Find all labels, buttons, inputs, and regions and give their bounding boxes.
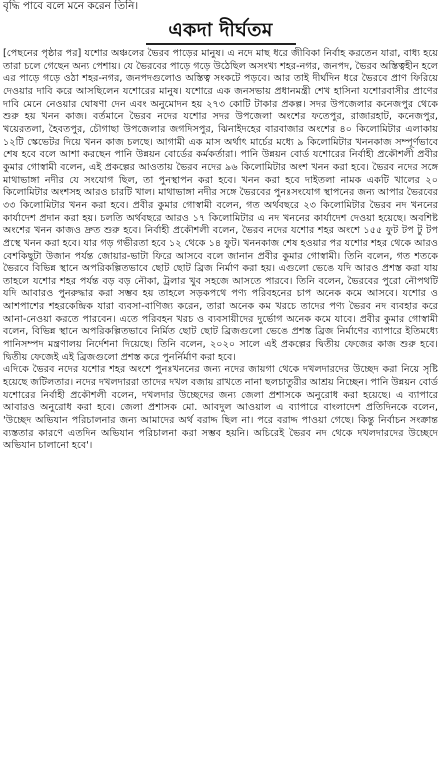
article-paragraph-1: [পেছনের পৃষ্ঠার পর] যশোর অঞ্চলের ভৈরব পাড়ের মানুষ। এ নদে মাছ ধরে জীবিকা নির্বাহ করতেন যারা, বাধ্য হয়ে তারা চলে গেছেন অন্য পেশায়। যে ভৈরবের পাড়ে গড়ে উঠেছিল অসংখ্য শহর-নগর, জনপদ, ভৈরব অস্তিত্বহীন হলে এর পাড়ে গড়ে ওঠা শহর-নগর, জনপদগুলোও অস্তিত্ব সংকটে পড়বে। আর তাই দীর্ঘদিন ধরে ভৈরবে প্রাণ ফিরিয়ে দেওয়ার দাবি করে আসছিলেন যশোরের মানুষ। যশোরে এক জনসভায় প্রধানমন্ত্রী শেখ হাসিনা যশোরবাসীর প্রাণের দাবি মেনে নেওয়ার ঘোষণা দেন এবং অনুমোদন হয় ২৭৩ কোটি টাকার প্রকল্প। সদর উপজেলার কনেজপুর থেকে শুরু হয় খনন কাজ। বর্তমানে ভৈরব নদের যশোর সদর উপজেলা অংশের ফতেপুর, রাজারহাট, কনেজপুর, খয়েরতলা, হৈবতপুর, চৌগাছা উপজেলার জগদিসপুর, ঝিনাইদহের বারবাজার অংশের ৪০ কিলোমিটার এলাকায় ১২টি স্কেভেটর দিয়ে খনন কাজ চলছে। আগামী এক মাস অর্থাৎ মার্চের মধ্যে ৯ কিলোমিটার খননকাজ সম্পূর্ণভাবে শেষ হবে বলে আশা করছেন পানি উন্নয়ন বোর্ডের কর্মকর্তারা। পানি উন্নয়ন বোর্ড যশোরের নির্বাহী প্রকৌশলী প্রবীর কুমার গোস্বামী বলেন, এই প্রকল্পের আওতায় ভৈরব নদের ৯৬ কিলোমিটার অংশ খনন করা হবে। ভৈরব নদের সঙ্গে মাথাভাঙ্গা নদীর যে সংযোগ ছিল, তা পুনস্থাপন করা হবে। খনন করা হবে দাইতলা নামক একটি খালের ২০ কিলোমিটার অংশসহ আরও চারটি খাল। মাথাভাঙ্গা নদীর সঙ্গে ভৈরবের পুনঃসংযোগ স্থাপনের জন্য আপার ভৈরবের ৩৩ কিলোমিটার খনন করা হবে। প্রবীর কুমার গোস্বামী বলেন, গত অর্থবছরে ২৩ কিলোমিটার ভৈরব নদ খননের কার্যাদেশ প্রদান করা হয়। চলতি অর্থবছরে আরও ১৭ কিলোমিটার এ নদ খননের কার্যাদেশ দেওয়া হয়েছে। অবশিষ্ট অংশের খনন কাজও দ্রুত শুরু হবে। নির্বাহী প্রকৌশলী বলেন, ভৈরব নদের যশোর শহর অংশে ১৫৫ ফুট টপ টু টপ প্রস্থে খনন করা হবে। যার গড় গভীরতা হবে ১২ থেকে ১৪ ফুট। খননকাজ শেষ হওয়ার পর যশোর শহর থেকে আরও বেশকিছুটা উজান পর্যন্ত জোয়ার-ভাটা ফিরে আসবে বলে জানান প্রবীর কুমার গোস্বামী। তিনি বলেন, গত শতকে ভৈরবে বিভিন্ন স্থানে অপরিকল্পিতভাবে ছোট ছোট ব্রিজ নির্মাণ করা হয়। এগুলো ভেঙে যদি আরও প্রশস্ত করা যায় তাহলে যশোর শহর পর্যন্ত বড় বড় নৌকা, ট্রলার খুব সহজে আসতে পারবে। তিনি বলেন, ভৈরবের পুরো নৌপথটি যদি আবারও পুনরুদ্ধার করা সম্ভব হয় তাহলে সড়কপথে পণ্য পরিবহনের চাপ অনেক কমে আসবে। যশোর ও আশপাশের শহরকেন্দ্রিক যারা ব্যবসা-বাণিজ্য করেন, তারা অনেক কম খরচে তাদের পণ্য ভৈরব নদ ব্যবহার করে আনা-নেওয়া করতে পারবেন। এতে পরিবহন খরচ ও ব্যবসায়ীদের দুর্ভোগ অনেক কমে যাবে। প্রবীর কুমার গোস্বামী বলেন, বিভিন্ন স্থানে অপরিকল্পিতভাবে নির্মিত ছোট ছোট ব্রিজগুলো ভেঙে প্রশস্ত ব্রিজ নির্মাণের ব্যাপারে ইতিমধ্যে পানিসম্পদ মন্ত্রণালয় নির্দেশনা দিয়েছে। তিনি বলেন, ২০২০ সালে এই প্রকল্পের দ্বিতীয় ফেজের কাজ শুরু হবে। দ্বিতীয় ফেজেই এই ব্রিজগুলো প্রশস্ত করে পুনর্নির্মাণ করা হবে। [3,48,438,363]
previous-article-last-line: বৃদ্ধি পাবে বলে মনে করেন তিনি। [3,0,139,12]
article-paragraph-2: এদিকে ভৈরব নদের যশোর শহর অংশে পুনঃখননের জন্য নদের জায়গা থেকে দখলদারদের উচ্ছেদ করা নিয়ে সৃষ্টি হয়েছে জটিলতার। নদের দখলদাররা তাদের দখল বজায় রাখতে নানা ছলচাতুরীর আশ্রয় নিচ্ছেন। পানি উন্নয়ন বোর্ড যশোরের নির্বাহী প্রকৌশলী বলেন, দখলদার উচ্ছেদের জন্য জেলা প্রশাসকে অনুরোধ করা হয়েছে। এ ব্যাপারে আবারও অনুরোধ করা হবে। জেলা প্রশাসক মো. আবদুল আওয়াল এ ব্যাপারে বাংলাদেশ প্রতিদিনকে বলেন, 'উচ্ছেদ অভিযান পরিচালনার জন্য আমাদের অর্থ বরাদ্দ ছিল না। পরে বরাদ্দ পাওয়া গেছে। কিন্তু নির্বাচন সংক্রান্ত ব্যস্ততার কারণে এতদিন অভিযান পরিচালনা করা সম্ভব হয়নি। অচিরেই ভৈরব নদ থেকে দখলদারদের উচ্ছেদে অভিযান চালানো হবে'। [3,364,438,452]
article-body [3,48,438,453]
headline-container [146,18,296,45]
article-headline: একদা দীর্ঘতম [168,19,273,41]
